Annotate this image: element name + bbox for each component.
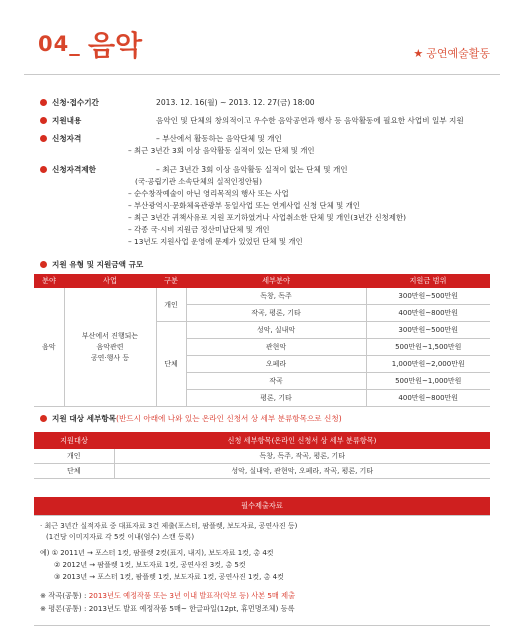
target-cell: 단체	[34, 464, 114, 479]
bullet-icon	[40, 117, 47, 124]
bullet-icon	[40, 261, 47, 268]
section-note: (반드시 아래에 나와 있는 온라인 신청서 상 세부 분류항목으로 신청)	[115, 414, 342, 423]
info-row-period	[40, 97, 315, 108]
info-value: 음악인 및 단체의 창의적이고 우수한 음악공연과 행사 등 음악활동에 필요한 사업비 일부 지원	[156, 116, 464, 125]
info-row-content	[40, 115, 464, 126]
business-cell: 부산에서 진행되는 음악관련 공연·행사 등	[64, 288, 156, 407]
info-sub-line: – 최근 3년간 귀책사유로 지원 포기하였거나 사업취소한 단체 및 개인(3년간 신청제한)	[128, 213, 406, 222]
bullet-icon	[40, 166, 47, 173]
detail-cell: 작곡, 평론, 기타	[186, 305, 366, 322]
category-text: 공연예술활동	[426, 47, 490, 60]
category-label	[413, 45, 490, 61]
section-title-support: 지원 유형 및 지원금액 규모	[40, 259, 143, 270]
required-line: · 최근 3년간 실적자료 중 대표자료 3건 제출(포스터, 팜플렛, 보도자료, 공연사진 등)	[40, 522, 298, 530]
target-cell: 개인	[34, 449, 114, 464]
detail-cell: 오페라	[186, 356, 366, 373]
detail-cell: 성악, 실내악	[186, 322, 366, 339]
required-line: 예) ① 2011년 → 포스터 1컷, 팜플렛 2컷(표지, 내지), 보도자료 1컷, 총 4컷	[40, 549, 274, 557]
field-cell: 음악	[34, 288, 64, 407]
info-sub-line: – 13년도 지원사업 운영에 문제가 있었던 단체 및 개인	[128, 237, 303, 246]
info-label: 신청·접수기간	[52, 98, 99, 107]
group-cell: 개인	[156, 288, 186, 322]
section-title-details: 지원 대상 세부항목(반드시 아래에 나와 있는 온라인 신청서 상 세부 분류항목으로 신청)	[40, 413, 342, 424]
note-composition: ※ 작곡(공통) : 2013년도 예정작품 또는 3년 이내 발표작(악보 등) 사본 5매 제출	[40, 591, 296, 600]
range-cell: 1,000만원~2,000만원	[366, 356, 490, 373]
table-header: 지원대상	[34, 432, 114, 449]
details-table	[34, 432, 490, 479]
range-cell: 300만원~500만원	[366, 322, 490, 339]
items-cell: 성악, 실내악, 관현악, 오페라, 작곡, 평론, 기타	[114, 464, 490, 479]
header-divider	[24, 74, 500, 75]
detail-cell: 독창, 독주	[186, 288, 366, 305]
info-sub-line: – 부산광역시·문화체육관광부 동일사업 또는 연계사업 신청 단체 및 개인	[128, 201, 360, 210]
info-value: – 최근 3년간 3회 이상 음악활동 실적이 없는 단체 및 개인	[156, 165, 348, 174]
table-header: 신청 세부항목(온라인 신청서 상 세부 분류항목)	[114, 432, 490, 449]
required-line: ② 2012년 → 팜플렛 1컷, 보도자료 1컷, 공연사진 3컷, 총 5컷	[54, 561, 246, 569]
required-line: ③ 2013년 → 포스터 1컷, 팜플렛 1컷, 보도자료 1컷, 공연사진 1컷, 총 4컷	[54, 573, 284, 581]
info-sub-line: – 각종 국·시비 지원금 정산미납단체 및 개인	[128, 225, 270, 234]
detail-cell: 작곡	[186, 373, 366, 390]
divider	[34, 515, 490, 516]
info-label: 신청자격제한	[52, 165, 97, 174]
bullet-icon	[40, 135, 47, 142]
table-header: 세부분야	[186, 274, 366, 288]
info-sub-line: (국·공립기관 소속단체의 실적인정안됨)	[135, 177, 263, 186]
info-label: 지원내용	[52, 116, 82, 125]
items-cell: 독창, 독주, 작곡, 평론, 기타	[114, 449, 490, 464]
note-criticism: ※ 평론(공통) : 2013년도 발표 예정작품 5매~ 한글파일(12pt, 휴먼명조체) 등록	[40, 604, 295, 613]
table-header: 구분	[156, 274, 186, 288]
detail-cell: 평론, 기타	[186, 390, 366, 407]
group-cell: 단체	[156, 322, 186, 407]
info-sub-line: – 순수창작예술이 아닌 영리목적의 행사 또는 사업	[128, 189, 289, 198]
info-value: – 부산에서 활동하는 음악단체 및 개인	[156, 134, 282, 143]
table-header: 분야	[34, 274, 64, 288]
info-row-restriction	[40, 164, 348, 175]
info-label: 신청자격	[52, 134, 82, 143]
table-header: 사업	[64, 274, 156, 288]
required-docs-header: 필수제출자료	[34, 497, 490, 515]
page-title: 음악	[88, 29, 143, 62]
info-value: 2013. 12. 16(월) ~ 2013. 12. 27(금) 18:00	[156, 98, 315, 107]
range-cell: 500만원~1,000만원	[366, 373, 490, 390]
star-icon: ★	[413, 47, 424, 60]
divider	[34, 625, 490, 626]
support-table	[34, 274, 490, 407]
detail-cell: 관현악	[186, 339, 366, 356]
range-cell: 400만원~800만원	[366, 390, 490, 407]
range-cell: 300만원~500만원	[366, 288, 490, 305]
section-number: 04_	[38, 32, 81, 56]
required-line: (1건당 이미지자료 각 5컷 이내(엄수) 스캔 등록)	[46, 533, 195, 541]
info-sub-line: – 최근 3년간 3회 이상 음악활동 실적이 있는 단체 및 개인	[128, 146, 315, 155]
range-cell: 400만원~800만원	[366, 305, 490, 322]
bullet-icon	[40, 415, 47, 422]
bullet-icon	[40, 99, 47, 106]
table-header: 지원금 범위	[366, 274, 490, 288]
range-cell: 500만원~1,500만원	[366, 339, 490, 356]
info-row-eligibility	[40, 133, 282, 144]
